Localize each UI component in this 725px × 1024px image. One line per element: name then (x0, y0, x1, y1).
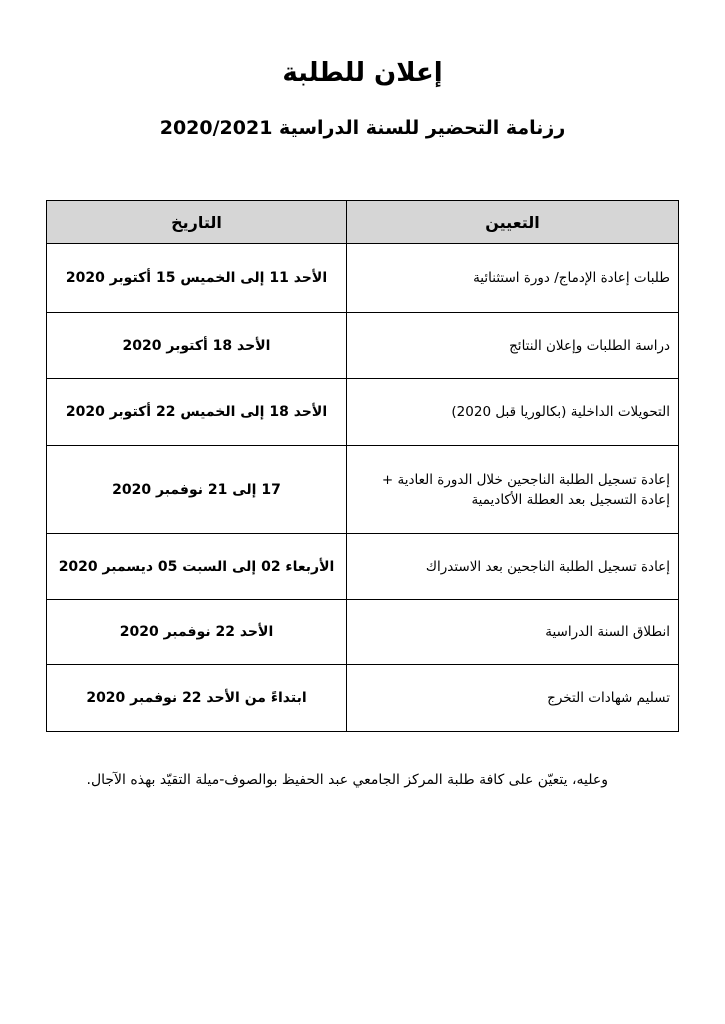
table-row (47, 534, 679, 600)
row-date: الأحد 18 أكتوبر 2020 (47, 313, 347, 379)
table-row (47, 313, 679, 379)
row-date: الأربعاء 02 إلى السبت 05 ديسمبر 2020 (47, 534, 347, 600)
table-row (47, 379, 679, 446)
row-date: الأحد 11 إلى الخميس 15 أكتوبر 2020 (47, 244, 347, 313)
row-assignment: التحويلات الداخلية (بكالوريا قبل 2020) (347, 379, 679, 446)
table-row (47, 446, 679, 534)
header-assignment: التعيين (347, 201, 679, 244)
row-date: 17 إلى 21 نوفمبر 2020 (47, 446, 347, 534)
announcement-title: إعلان للطلبة (282, 58, 443, 88)
table-row (47, 665, 679, 732)
row-date: الأحد 22 نوفمبر 2020 (47, 600, 347, 665)
row-assignment: تسليم شهادات التخرج (347, 665, 679, 732)
row-assignment: دراسة الطلبات وإعلان النتائج (347, 313, 679, 379)
table-row (47, 600, 679, 665)
table-row (47, 244, 679, 313)
row-date: ابتداءً من الأحد 22 نوفمبر 2020 (47, 665, 347, 732)
footer-note: وعليه، يتعيّن على كافة طلبة المركز الجامعي عبد الحفيظ بوالصوف-ميلة التقيّد بهذه الآجال. (86, 772, 608, 788)
row-assignment: إعادة تسجيل الطلبة الناجحين خلال الدورة العادية + إعادة التسجيل بعد العطلة الأكاديمية (347, 446, 679, 534)
row-assignment: إعادة تسجيل الطلبة الناجحين بعد الاستدراك (347, 534, 679, 600)
row-assignment: طلبات إعادة الإدماج/ دورة استثنائية (347, 244, 679, 313)
schedule-table (46, 200, 679, 732)
calendar-subtitle: رزنامة التحضير للسنة الدراسية 2020/2021 (159, 117, 566, 139)
table-header-row (47, 201, 679, 244)
row-date: الأحد 18 إلى الخميس 22 أكتوبر 2020 (47, 379, 347, 446)
row-assignment: انطلاق السنة الدراسية (347, 600, 679, 665)
header-date: التاريخ (47, 201, 347, 244)
